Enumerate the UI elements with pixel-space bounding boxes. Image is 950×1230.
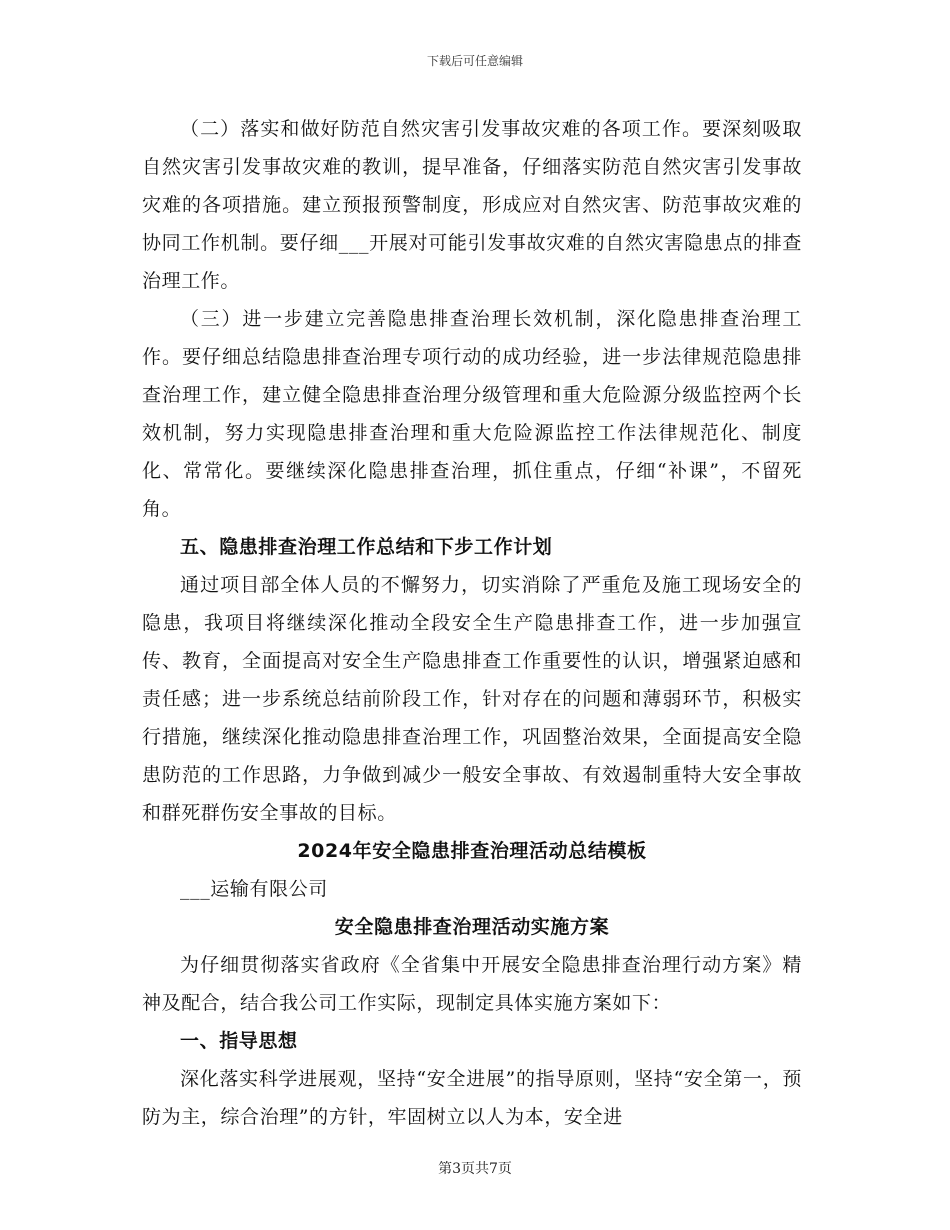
page-number: 第3页共7页 [438, 1161, 512, 1177]
heading-summary-plan: 五、隐患排查治理工作总结和下步工作计划 [180, 536, 553, 558]
paragraph-summary: 通过项目部全体人员的不懈努力，切实消除了严重危及施工现场安全的隐患，我项目将继续深化推动全段安全生产隐患排查工作，进一步加强宣传、教育，全面提高对安全生产隐患排查工作重要性的认识，增强紧迫感和责任感；进一步系统总结前阶段工作，针对存在的问题和薄弱环节，积极实行措施，继续深化推动隐患排查治理工作，巩固整治效果，全面提高安全隐患防范的工作思路，力争做到减少一般安全事故、有效遏制重特大安全事故和群死群伤安全事故的目标。 [142, 574, 802, 824]
heading-guiding-ideology: 一、指导思想 [180, 1030, 298, 1052]
paragraph-guiding-ideology: 深化落实科学进展观，坚持“安全进展”的指导原则，坚持“安全第一，预防为主，综合治理”的方针，牢固树立以人为本，安全进 [142, 1068, 802, 1128]
document-title: 2024年安全隐患排查治理活动总结模板 [297, 840, 647, 862]
paragraph-section-3: （三）进一步建立完善隐患排查治理长效机制，深化隐患排查治理工作。要仔细总结隐患排查治理专项行动的成功经验，进一步法律规范隐患排查治理工作，建立健全隐患排查治理分级管理和重大危险源分级监控两个长效机制，努力实现隐患排查治理和重大危险源监控工作法律规范化、制度化、常常化。要继续深化隐患排查治理，抓住重点，仔细“补课”，不留死角。 [142, 308, 802, 520]
paragraph-section-2: （二）落实和做好防范自然灾害引发事故灾难的各项工作。要深刻吸取自然灾害引发事故灾难的教训，提早准备，仔细落实防范自然灾害引发事故灾难的各项措施。建立预报预警制度，形成应对自然灾害、防范事故灾难的协同工作机制。要仔细___开展对可能引发事故灾难的自然灾害隐患点的排查治理工作。 [142, 118, 802, 292]
page-header: 下载后可任意编辑 [426, 54, 523, 68]
paragraph-intro: 为仔细贯彻落实省政府《全省集中开展安全隐患排查治理行动方案》精神及配合，结合我公司工作实际，现制定具体实施方案如下： [142, 954, 802, 1014]
plan-title: 安全隐患排查治理活动实施方案 [334, 916, 610, 938]
company-name: ___运输有限公司 [180, 878, 328, 900]
document-body [142, 110, 802, 1136]
